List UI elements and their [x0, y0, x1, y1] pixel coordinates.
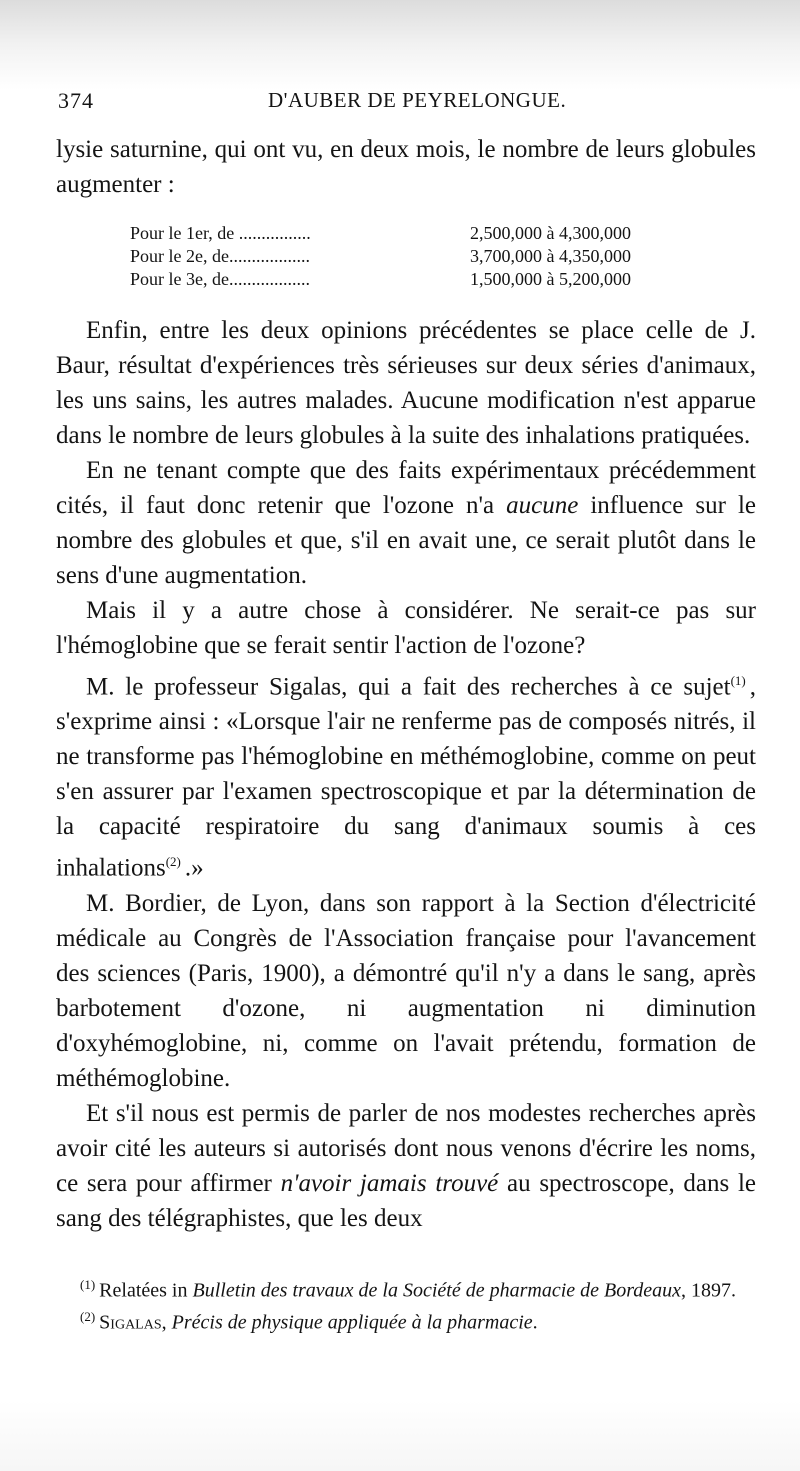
text-run: M. le professeur Sigalas, qui a fait des recherches à ce sujet	[86, 673, 731, 701]
footnote-text: Relatées in	[99, 1279, 193, 1302]
footnotes	[80, 1272, 760, 1335]
running-title: D'AUBER DE PEYRELONGUE.	[268, 88, 567, 112]
paragraph-bordier: M. Bordier, de Lyon, dans son rapport à la Section d'électricité médicale au Congrès de l'Association française pour l'avancement des sciences (Paris, 1900), a démontré qu'il n'y a dans le sang, après barbotement d'ozone, ni augmentation ni diminution d'oxyhémoglobine, ni, comme on l'avait prétendu, formation de méthémoglobine.	[56, 889, 756, 1092]
table-row	[130, 268, 690, 291]
text-run: influence sur le nombre des globules et que, s'il en avait une, ce serait plutôt dans le sens d'une augmentation.	[56, 492, 756, 589]
footnote-2	[80, 1304, 760, 1336]
text-run: Et s'il nous est permis de parler de nos modestes recherches après avoir cité les auteurs si autorisés dont nous venons d'écrire les noms, ce sera pour affirmer	[56, 1099, 756, 1197]
emphasis-never-found: n'avoir jamais trouvé	[280, 1169, 499, 1197]
footnote-title: Précis de physique appliquée à la pharmacie	[171, 1311, 533, 1334]
text-run: En ne tenant compte que des faits expérimentaux précédemment cités, il faut donc retenir que l'ozone n'a	[56, 457, 756, 519]
footnote-1	[80, 1272, 760, 1304]
globule-count-table	[130, 222, 690, 291]
text-run: au spectroscope, dans le sang des télégraphistes, que les deux	[56, 1169, 757, 1232]
table-cell-value: 3,700,000 à 4,350,000	[470, 246, 631, 266]
footnote-text: , 1897.	[681, 1279, 737, 1302]
table-cell-label: Pour le 3e, de..................	[130, 269, 310, 289]
paragraph-hemoglobin-question: Mais il y a autre chose à considérer. Ne serait-ce pas sur l'hémoglobine que se ferait sentir l'action de l'ozone?	[56, 597, 756, 659]
footnote-mark: (2)	[80, 1308, 96, 1324]
table-cell-value: 1,500,000 à 5,200,000	[470, 269, 631, 289]
text-run: , s'exprime ainsi : «Lorsque l'air ne renferme pas de composés nitrés, il ne transforme pas l'hémoglobine en méthémoglobine, comme on peut s'en assurer par l'examen spectroscopique et par la détermination de la capacité respiratoire du sang d'animaux soumis à ces inhalations	[56, 673, 756, 882]
table-row	[130, 245, 690, 268]
footnote-separator: ,	[161, 1311, 172, 1334]
footnote-author: Sigalas	[99, 1311, 162, 1334]
page-number: 374	[58, 88, 94, 113]
footnote-ref-1: (1)	[730, 673, 746, 688]
table-cell-value: 2,500,000 à 4,300,000	[470, 223, 631, 243]
intro-paragraph: lysie saturnine, qui ont vu, en deux mois, le nombre de leurs globules augmenter :	[56, 136, 756, 198]
table-cell-label: Pour le 1er, de ................	[130, 223, 311, 243]
page-header	[58, 88, 758, 122]
footnote-text: .	[532, 1311, 538, 1334]
footnote-mark: (1)	[80, 1277, 96, 1292]
paragraph-own-research	[56, 1096, 756, 1236]
paragraph-sigalas	[56, 663, 756, 886]
paragraph-conclusion	[56, 453, 756, 593]
footnote-ref-2: (2)	[165, 854, 181, 870]
footnote-title: Bulletin des travaux de la Société de pharmacie de Bordeaux	[192, 1279, 682, 1302]
table-row	[130, 222, 690, 245]
paragraph-baur: Enfin, entre les deux opinions précédentes se place celle de J. Baur, résultat d'expériences très sérieuses sur deux séries d'animaux, les uns sains, les autres malades. Aucune modification n'est apparue dans le nombre de leurs globules à la suite des inhalations pratiquées.	[56, 317, 756, 449]
emphasis-aucune: aucune	[506, 492, 579, 519]
text-run: .»	[184, 854, 204, 882]
table-cell-label: Pour le 2e, de..................	[130, 246, 310, 266]
body-text	[56, 132, 756, 1236]
